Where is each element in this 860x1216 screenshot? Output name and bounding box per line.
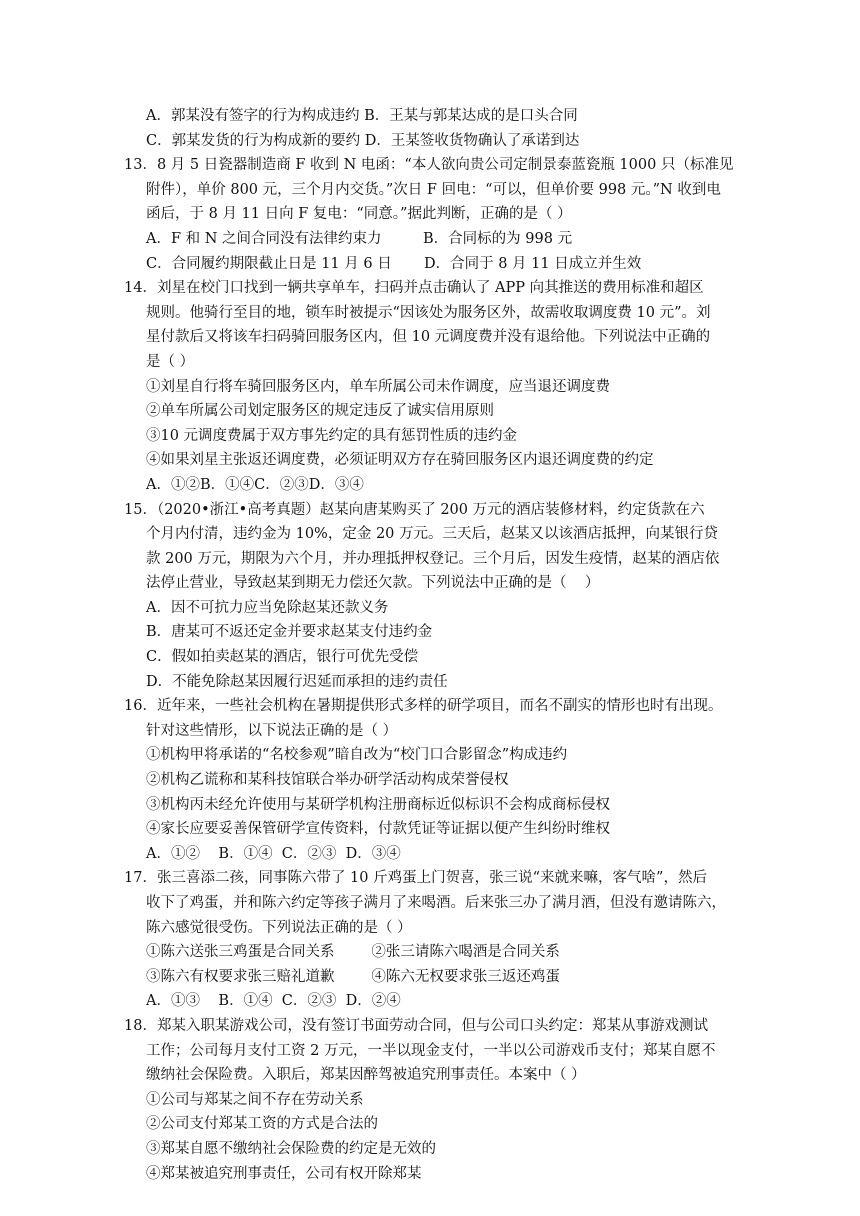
question-stem: 针对这些情形，以下说法正确的是（ ） [146,722,398,739]
question-stem: 缴纳社会保险费。入职后，郑某因醉驾被追究刑事责任。本案中（ ） [146,1067,586,1084]
question-stem: 13．8 月 5 日瓷器制造商 F 收到 N 电函：“本人欲向贵公司定制景泰蓝瓷瓶 1000 只（标准见 [124,157,734,174]
question-15 [124,498,724,695]
question-stem: 法停止营业，导致赵某到期无力偿还欠款。下列说法中正确的是（ ） [146,575,600,592]
statement-item: ④如果刘星主张返还调度费，必须证明双方存在骑回服务区内退还调度费的约定 [146,452,654,469]
option-line: A．郭某没有签字的行为构成违约 B．王某与郭某达成的是口头合同 [146,108,578,124]
question-12-tail [124,104,724,153]
option-line: C．合同履约期限截止日是 11 月 6 日 D．合同于 8 月 11 日成立并生效 [146,255,642,272]
statement-item: ④家长应要妥善保管研学宣传资料，付款凭证等证据以便产生纠纷时维权 [146,821,610,838]
question-17 [124,866,724,1014]
question-stem: 星付款后又将该车扫码骑回服务区内，但 10 元调度费并没有退给他。下列说法中正确的 [146,329,711,346]
question-13 [124,153,734,276]
option-line: C．假如拍卖赵某的酒店，银行可优先受偿 [146,649,419,666]
statement-item: ①公司与郑某之间不存在劳动关系 [146,1091,364,1108]
statement-item: ③陈六有权要求张三赔礼道歉 ④陈六无权要求张三返还鸡蛋 [146,968,560,985]
option-line: A．①②B．①④C．②③D．③④ [146,476,364,493]
statement-item: ②单车所属公司划定服务区的规定违反了诚实信用原则 [146,403,494,420]
question-stem: 个月内付清，违约金为 10%，定金 20 万元。三天后，赵某又以该酒店抵押，向某银行贷 [146,526,719,543]
question-stem: 陈六感觉很受伤。下列说法正确的是（ ） [146,919,412,936]
statement-item: ②公司支付郑某工资的方式是合法的 [146,1116,378,1133]
option-line: A．①② B．①④ C．②③ D．③④ [146,845,401,862]
option-line: B．唐某可不返还定金并要求赵某支付违约金 [146,624,433,641]
question-list [124,104,734,1186]
option-line: D．不能免除赵某因履行迟延而承担的违约责任 [146,673,448,690]
statement-item: ③郑某自愿不缴纳社会保险费的约定是无效的 [146,1140,436,1157]
question-stem: 收下了鸡蛋，并和陈六约定等孩子满月了来喝酒。后来张三办了满月酒，但没有邀请陈六， [146,895,726,911]
question-stem: 规则。他骑行至目的地，锁车时被提示“因该处为服务区外，故需收取调度费 10 元”。刘 [146,304,711,321]
question-16 [124,694,724,866]
option-line: A．因不可抗力应当免除赵某还款义务 [146,599,389,616]
question-stem: 是（ ） [146,353,195,370]
question-stem: 18．郑某入职某游戏公司，没有签订书面劳动合同，但与公司口头约定：郑某从事游戏测试 [124,1017,708,1034]
statement-item: ①刘星自行将车骑回服务区内，单车所属公司未作调度，应当退还调度费 [146,378,610,395]
question-stem: 15．（2020•浙江•高考真题）赵某向唐某购买了 200 万元的酒店装修材料，约定货款在六 [124,501,705,518]
question-stem: 14．刘星在校门口找到一辆共享单车，扫码并点击确认了 APP 向其推送的费用标准和超区 [124,280,704,297]
statement-item: ②机构乙谎称和某科技馆联合举办研学活动构成荣誉侵权 [146,772,509,789]
statement-item: ①陈六送张三鸡蛋是合同关系 ②张三请陈六喝酒是合同关系 [146,944,560,961]
statement-item: ③10 元调度费属于双方事先约定的具有惩罚性质的违约金 [146,427,518,444]
statement-item: ④郑某被追究刑事责任，公司有权开除郑某 [146,1165,422,1182]
question-stem: 工作；公司每月支付工资 2 万元，一半以现金支付，一半以公司游戏币支付；郑某自愿不 [146,1042,716,1059]
option-line: C．郭某发货的行为构成新的要约 D．王某签收货物确认了承诺到达 [146,132,580,149]
statement-item: ③机构丙未经允许使用与某研学机构注册商标近似标识不会构成商标侵权 [146,796,610,813]
question-stem: 款 200 万元，期限为六个月，并办理抵押权登记。三个月后，因发生疫情，赵某的酒店依 [146,550,720,567]
question-14 [124,276,724,497]
option-line: A．F 和 N 之间合同没有法律约束力 B．合同标的为 998 元 [146,230,573,247]
question-stem: 附件），单价 800 元，三个月内交货。”次日 F 回电：“可以，但单价要 998 元。”N 收到电 [146,181,721,198]
question-stem: 16．近年来，一些社会机构在暑期提供形式多样的研学项目，而名不副实的情形也时有出现。 [124,698,723,715]
question-18 [124,1014,724,1186]
option-line: A．①③ B．①④ C．②③ D．②④ [146,993,401,1010]
statement-item: ①机构甲将承诺的“名校参观”暗自改为“校门口合影留念”构成违约 [146,747,568,764]
question-stem: 17．张三喜添二孩，同事陈六带了 10 斤鸡蛋上门贺喜，张三说“来就来嘛，客气啥”，然后 [124,870,707,887]
question-stem: 函后，于 8 月 11 日向 F 复电：“同意。”据此判断，正确的是（ ） [146,206,572,223]
